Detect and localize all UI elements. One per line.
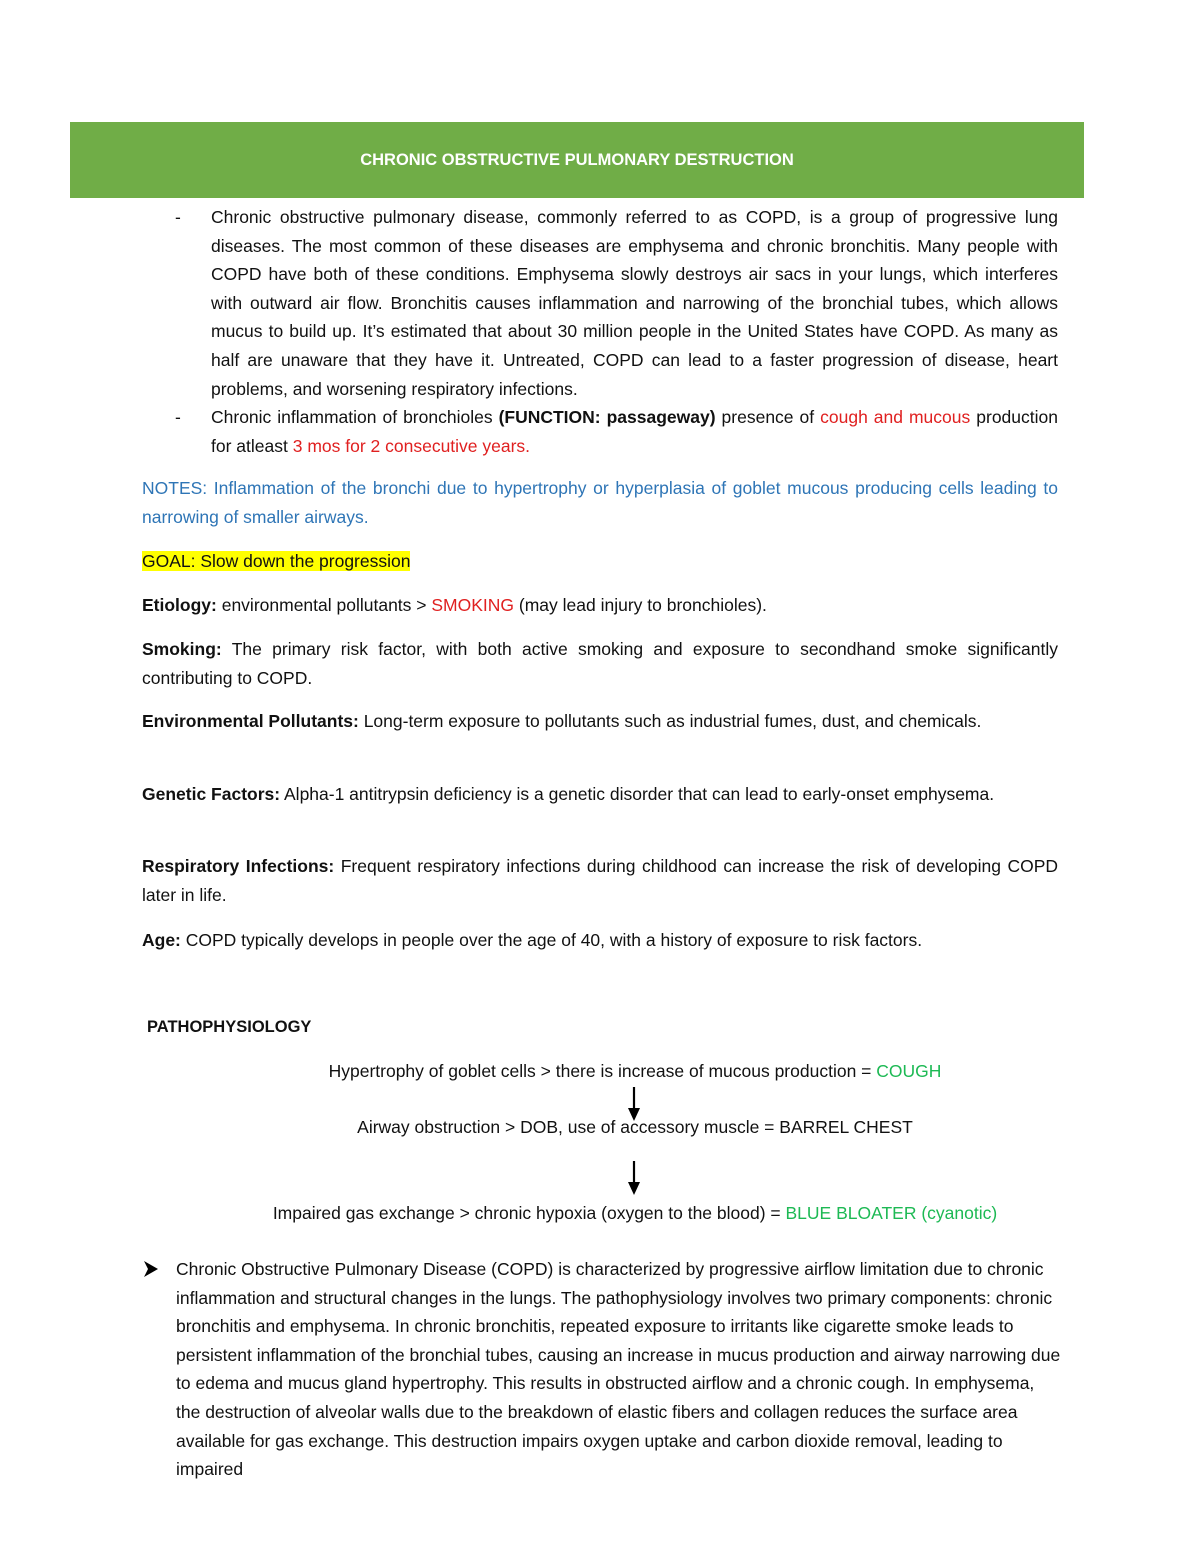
risk-factor-pollutants <box>142 707 1058 736</box>
inflammation-text-mid: presence of <box>715 407 821 428</box>
copd-definition-text: Chronic obstructive pulmonary disease, commonly referred to as COPD, is a group of progressive lung diseases. The most common of these diseases are emphysema and chronic bronchitis. Many people with COPD have both of these conditions. Emphysema slowly destroys air sacs in your lungs, which interferes with outward air flow. Bronchitis causes inflammation and narrowing of the bronchial tubes, which allows mucus to build up. It’s estimated that about 30 million people in the United States have COPD. As many as half are unaware that they have it. Untreated, COPD can lead to a faster progression of disease, heart problems, and worsening respiratory infections. <box>211 207 1058 399</box>
cough-mucous-highlight: cough and mucous <box>820 407 971 428</box>
dash-bullet: - <box>175 207 181 227</box>
intro-list-item <box>142 203 1058 403</box>
etiology-text: environmental pollutants > <box>216 595 432 615</box>
risk-factor-label: Environmental Pollutants: <box>142 711 359 731</box>
intro-list <box>142 203 1058 460</box>
risk-factor-age <box>142 926 1058 955</box>
patho-step-1 <box>35 1057 1200 1085</box>
goal-highlight: GOAL: Slow down the progression <box>142 551 411 571</box>
dash-bullet: - <box>175 407 181 428</box>
function-note: (FUNCTION: passageway) <box>498 407 716 428</box>
summary-bullet <box>142 1255 1062 1484</box>
patho-step-3 <box>35 1199 1200 1227</box>
risk-factor-label: Age: <box>142 930 181 950</box>
risk-factor-text: The primary risk factor, with both active smoking and exposure to secondhand smoke significantly contributing to COPD. <box>142 639 1058 688</box>
smoking-highlight: SMOKING <box>431 595 515 615</box>
risk-factor-text: Alpha-1 antitrypsin deficiency is a genetic disorder that can lead to early-onset emphysema. <box>280 784 995 804</box>
risk-factor-text: Long-term exposure to pollutants such as industrial fumes, dust, and chemicals. <box>358 711 982 731</box>
blue-bloater-label: BLUE BLOATER (cyanotic) <box>785 1203 998 1223</box>
risk-factor-label: Smoking: <box>142 639 222 659</box>
etiology-label: Etiology: <box>142 595 217 615</box>
arrowhead-bullet-icon <box>142 1259 160 1279</box>
etiology-text-post: (may lead injury to bronchioles). <box>514 595 767 615</box>
notes-paragraph: NOTES: Inflammation of the bronchi due to hypertrophy or hyperplasia of goblet mucous producing cells leading to narrowing of smaller airways. <box>142 478 1058 527</box>
down-arrow-icon <box>627 1160 641 1196</box>
cough-label: COUGH <box>876 1061 942 1081</box>
risk-factor-smoking <box>142 635 1058 692</box>
patho-step-1-text: Hypertrophy of goblet cells > there is increase of mucous production = <box>328 1061 877 1081</box>
risk-factor-label: Respiratory Infections: <box>142 856 335 876</box>
risk-factor-text: COPD typically develops in people over the age of 40, with a history of exposure to risk factors. <box>180 930 923 950</box>
summary-paragraph: Chronic Obstructive Pulmonary Disease (COPD) is characterized by progressive airflow limitation due to chronic inflammation and structural changes in the lungs. The pathophysiology involves two primary components: chronic bronchitis and emphysema. In chronic bronchitis, repeated exposure to irritants like cigarette smoke leads to persistent inflammation of the bronchial tubes, causing an increase in mucus production and airway narrowing due to edema and mucus gland hypertrophy. This results in obstructed airflow and a chronic cough. In emphysema, the destruction of alveolar walls due to the breakdown of elastic fibers and collagen reduces the surface area available for gas exchange. This destruction impairs oxygen uptake and carbon dioxide removal, leading to impaired <box>176 1259 1061 1480</box>
patho-step-2: Airway obstruction > DOB, use of accessory muscle = BARREL CHEST <box>357 1117 913 1137</box>
goal-paragraph <box>142 547 1058 576</box>
risk-factor-infections <box>142 852 1058 909</box>
pathophysiology-heading: PATHOPHYSIOLOGY <box>147 1018 312 1036</box>
inflammation-text: Chronic inflammation of bronchioles <box>211 407 499 428</box>
risk-factor-genetic <box>142 780 1058 809</box>
patho-step-3-text: Impaired gas exchange > chronic hypoxia (oxygen to the blood) = <box>272 1203 786 1223</box>
document-title: CHRONIC OBSTRUCTIVE PULMONARY DESTRUCTION <box>360 150 794 169</box>
risk-factor-label: Genetic Factors: <box>142 784 281 804</box>
inflammation-text-mid2: production for atleast <box>211 407 1058 456</box>
document-title-banner <box>70 122 1084 198</box>
etiology-paragraph <box>142 591 1058 620</box>
risk-factor-text: Frequent respiratory infections during childhood can increase the risk of developing COPD later in life. <box>142 856 1058 905</box>
duration-highlight: 3 mos for 2 consecutive years. <box>292 435 531 456</box>
intro-list-item <box>142 403 1058 460</box>
